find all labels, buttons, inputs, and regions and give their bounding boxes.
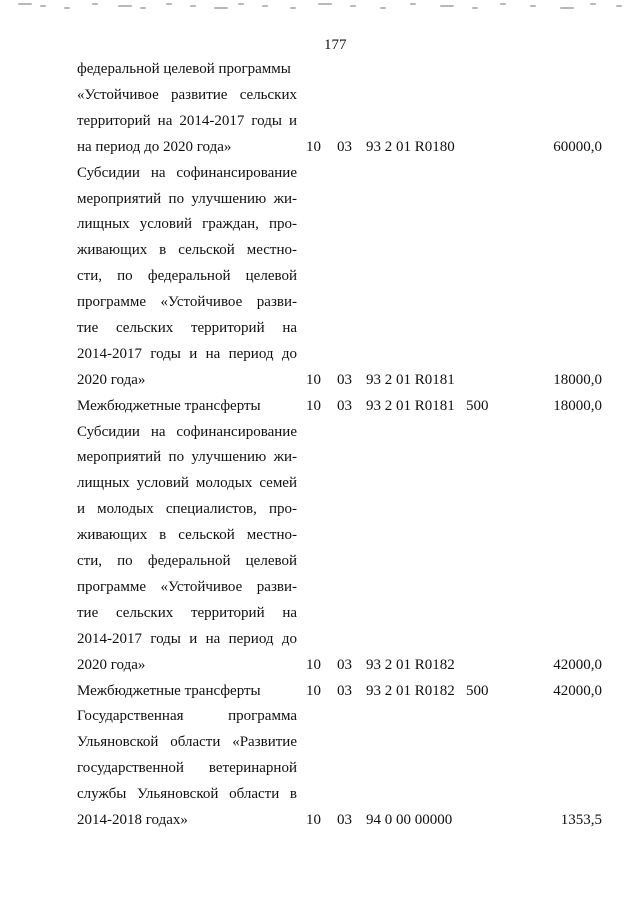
section-code: 10 bbox=[306, 683, 321, 699]
row-description-line: федеральной целевой программы bbox=[77, 61, 291, 77]
row-description-line: сти, по федеральной целевой bbox=[77, 553, 297, 569]
row-description-line: «Устойчивое развитие сельских bbox=[77, 87, 297, 103]
target-article-code: 94 0 00 00000 bbox=[366, 812, 453, 828]
subsection-code: 03 bbox=[337, 398, 352, 414]
scan-speck bbox=[262, 5, 268, 7]
section-code: 10 bbox=[306, 812, 321, 828]
amount: 18000,0 bbox=[553, 398, 602, 414]
scan-speck bbox=[92, 3, 98, 5]
scan-speck bbox=[500, 3, 506, 5]
scan-speck bbox=[380, 7, 386, 9]
scan-header-noise bbox=[0, 0, 640, 14]
row-description-line: 2020 года» bbox=[77, 372, 146, 388]
scan-speck bbox=[140, 7, 146, 9]
scan-speck bbox=[530, 5, 536, 7]
row-description-line: мероприятий по улучшению жи- bbox=[77, 191, 297, 207]
row-description-line: Субсидии на софинансирование bbox=[77, 424, 297, 440]
scan-speck bbox=[118, 5, 132, 7]
scan-speck bbox=[318, 3, 332, 5]
row-description-line: 2014-2018 годах» bbox=[77, 812, 188, 828]
row-description-line: 2020 года» bbox=[77, 657, 146, 673]
scan-speck bbox=[64, 7, 70, 9]
row-description-line: мероприятий по улучшению жи- bbox=[77, 449, 297, 465]
amount: 60000,0 bbox=[553, 139, 602, 155]
amount: 42000,0 bbox=[553, 683, 602, 699]
row-description-line: лищных условий граждан, про- bbox=[77, 216, 297, 232]
row-description-line: 2014-2017 годы и на период до bbox=[77, 346, 297, 362]
row-description-line: территорий на 2014-2017 годы и bbox=[77, 113, 297, 129]
subsection-code: 03 bbox=[337, 657, 352, 673]
scan-speck bbox=[40, 5, 46, 7]
target-article-code: 93 2 01 R0182 bbox=[366, 683, 455, 699]
subsection-code: 03 bbox=[337, 372, 352, 388]
row-description-line: Межбюджетные трансферты bbox=[77, 398, 261, 414]
row-description-line: тие сельских территорий на bbox=[77, 320, 297, 336]
section-code: 10 bbox=[306, 657, 321, 673]
row-description-line: Государственная программа bbox=[77, 708, 297, 724]
section-code: 10 bbox=[306, 139, 321, 155]
target-article-code: 93 2 01 R0182 bbox=[366, 657, 455, 673]
amount: 18000,0 bbox=[553, 372, 602, 388]
row-description-line: 2014-2017 годы и на период до bbox=[77, 631, 297, 647]
row-description-line: на период до 2020 года» bbox=[77, 139, 232, 155]
expense-type-code: 500 bbox=[466, 398, 489, 414]
section-code: 10 bbox=[306, 372, 321, 388]
row-description-line: живающих в сельской местно- bbox=[77, 527, 297, 543]
expense-type-code: 500 bbox=[466, 683, 489, 699]
amount: 42000,0 bbox=[553, 657, 602, 673]
scan-speck bbox=[350, 5, 356, 7]
target-article-code: 93 2 01 R0180 bbox=[366, 139, 455, 155]
scan-speck bbox=[190, 5, 196, 7]
scan-speck bbox=[410, 3, 416, 5]
row-description-line: Ульяновской области «Развитие bbox=[77, 734, 297, 750]
scan-speck bbox=[472, 7, 478, 9]
row-description-line: лищных условий молодых семей bbox=[77, 475, 297, 491]
page-number: 177 bbox=[324, 37, 347, 53]
scan-speck bbox=[290, 7, 296, 9]
row-description-line: и молодых специалистов, про- bbox=[77, 501, 297, 517]
scan-speck bbox=[616, 5, 622, 7]
row-description-line: службы Ульяновской области в bbox=[77, 786, 297, 802]
row-description-line: сти, по федеральной целевой bbox=[77, 268, 297, 284]
subsection-code: 03 bbox=[337, 683, 352, 699]
target-article-code: 93 2 01 R0181 bbox=[366, 398, 455, 414]
scan-speck bbox=[214, 7, 228, 9]
scan-speck bbox=[238, 3, 244, 5]
subsection-code: 03 bbox=[337, 139, 352, 155]
row-description-line: программе «Устойчивое разви- bbox=[77, 579, 297, 595]
scan-speck bbox=[440, 5, 454, 7]
scan-speck bbox=[560, 7, 574, 9]
row-description-line: живающих в сельской местно- bbox=[77, 242, 297, 258]
row-description-line: тие сельских территорий на bbox=[77, 605, 297, 621]
amount: 1353,5 bbox=[560, 812, 602, 828]
scan-speck bbox=[590, 3, 596, 5]
row-description-line: государственной ветеринарной bbox=[77, 760, 297, 776]
row-description-line: Субсидии на софинансирование bbox=[77, 165, 297, 181]
target-article-code: 93 2 01 R0181 bbox=[366, 372, 455, 388]
subsection-code: 03 bbox=[337, 812, 352, 828]
scan-speck bbox=[18, 3, 32, 5]
row-description-line: программе «Устойчивое разви- bbox=[77, 294, 297, 310]
section-code: 10 bbox=[306, 398, 321, 414]
row-description-line: Межбюджетные трансферты bbox=[77, 683, 261, 699]
scan-speck bbox=[166, 3, 172, 5]
